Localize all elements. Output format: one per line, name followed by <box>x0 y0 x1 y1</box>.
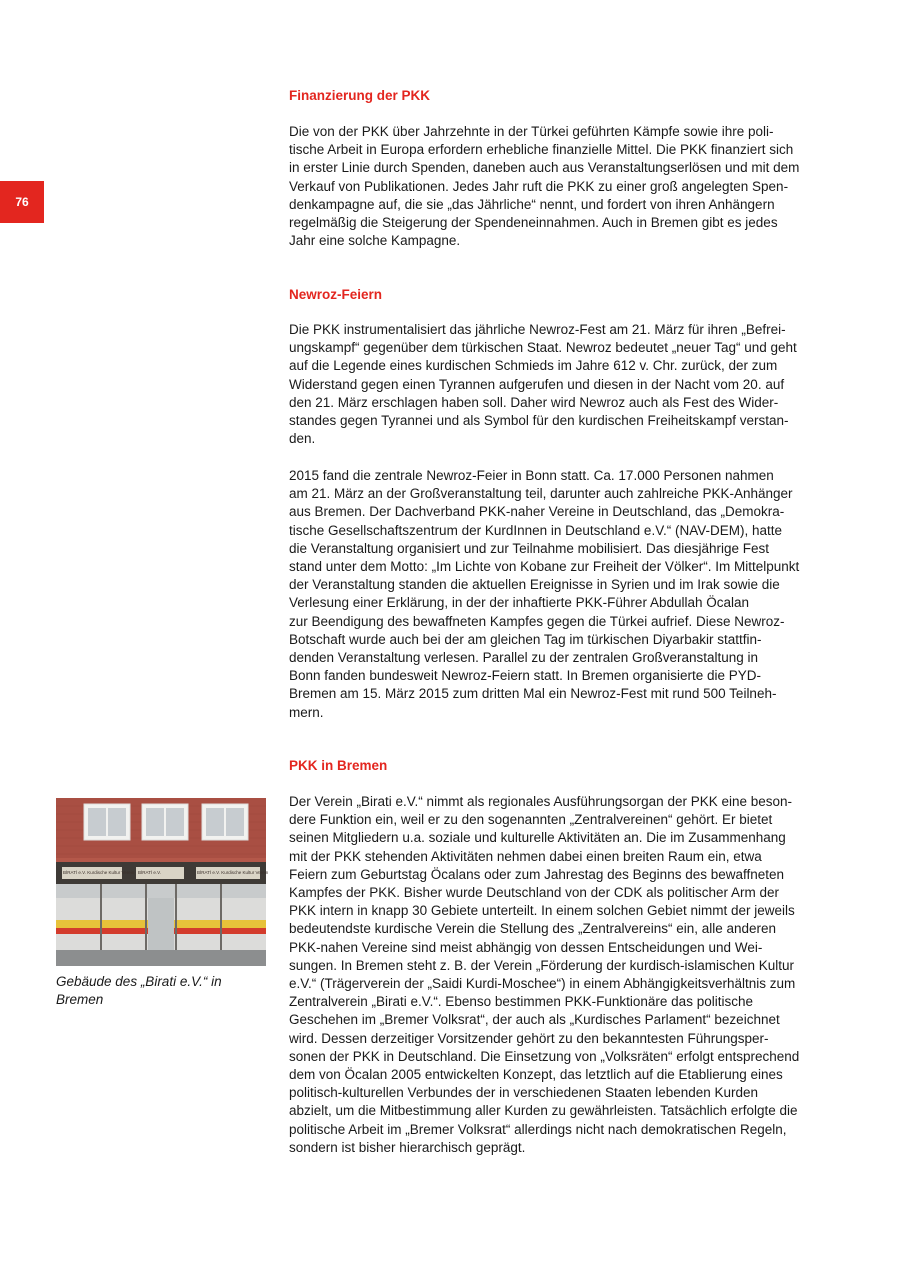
text-line: Bremen am 15. März 2015 zum dritten Mal ein Newroz-Fest mit rund 500 Teilneh- <box>289 686 777 702</box>
text-line: PKK-nahen Vereine sind meist abhängig von dessen Entscheidungen und Wei- <box>289 939 763 955</box>
text-line: aus Bremen. Der Dachverband PKK-naher Vereine in Deutschland, das „Demokra- <box>289 504 785 520</box>
text-line: Jahr eine solche Kampagne. <box>289 233 461 249</box>
text-line: am 21. März an der Großveranstaltung teil, darunter auch zahlreiche PKK-Anhänger <box>289 486 793 502</box>
text-line: Geschehen im „Bremer Volksrat“, der auch als „Kurdisches Parlament“ bezeichnet <box>289 1012 780 1028</box>
text-line: Bonn fanden bundesweit Newroz-Feiern statt. In Bremen organisierte die PYD- <box>289 668 761 684</box>
figure-caption <box>56 973 271 1009</box>
text-line: denkampagne auf, die sie „das Jährliche“ nennt, und fordert von ihren Anhängern <box>289 196 775 212</box>
text-line: der Veranstaltung standen die aktuellen Ereignisse in Syrien und im Irak sowie die <box>289 577 780 593</box>
paragraph <box>289 467 834 722</box>
text-line: Zentralverein „Birati e.V.“. Ebenso bestimmen PKK-Funktionäre das politische <box>289 994 753 1010</box>
text-line: tische Gesellschaftszentrum der KurdInnen in Deutschland e.V.“ (NAV-DEM), hatte <box>289 522 782 538</box>
text-line: den 21. März erschlagen haben soll. Daher wird Newroz auch als Fest des Wider- <box>289 394 779 410</box>
text-line: politisch-kulturellen Verbundes der in verschiedenen Staaten lebenden Kurden <box>289 1085 759 1101</box>
section-heading: Finanzierung der PKK <box>289 88 431 103</box>
text-line: die Veranstaltung organisiert und zur Teilnahme mobilisiert. Das diesjährige Fest <box>289 540 770 556</box>
section-3-paragraph-1 <box>289 793 834 1157</box>
text-line: mern. <box>289 704 324 720</box>
paragraph <box>289 123 834 250</box>
text-line: Botschaft wurde auch bei der am gleichen Tag im türkischen Diyarbakir stattfin- <box>289 631 762 647</box>
page-number-tab <box>0 181 44 223</box>
text-line: Verlesung einer Erklärung, in der der inhaftierte PKK-Führer Abdullah Öcalan <box>289 595 750 611</box>
text-line: sonen der PKK in Deutschland. Die Einsetzung von „Volksräten“ erfolgt entsprechend <box>289 1048 800 1064</box>
paragraph <box>289 321 834 448</box>
section-2-paragraph-1 <box>289 321 834 448</box>
text-line: abzielt, um die Mitbestimmung aller Kurden zu gewährleisten. Tatsächlich erfolgte die <box>289 1103 798 1119</box>
paragraph <box>289 793 834 1157</box>
text-line: e.V.“ (Trägerverein der „Saidi Kurdi-Moschee“) in einem Abhängigkeitsverhältnis zum <box>289 976 796 992</box>
text-line: zur Beendigung des bewaffneten Kampfes gegen die Türkei aufrief. Diese Newroz- <box>289 613 785 629</box>
section-heading: Newroz-Feiern <box>289 287 383 302</box>
text-line: Feiern zum Geburtstag Öcalans oder zum Jahrestag des Beginns des bewaffneten <box>289 866 785 882</box>
text-line: stand unter dem Motto: „Im Lichte von Kobane zur Freiheit der Völker“. Im Mittelpunkt <box>289 559 800 575</box>
text-line: regelmäßig die Steigerung der Spendeneinnahmen. Auch in Bremen gibt es jedes <box>289 215 778 231</box>
text-line: Widerstand gegen einen Tyrannen aufgerufen und diesen in der Nacht vom 20. auf <box>289 376 785 392</box>
sign-text-2: BİRATİ e.V. <box>138 870 162 875</box>
text-line: in erster Linie durch Spenden, daneben auch aus Veranstaltungserlösen und mit dem <box>289 160 800 176</box>
text-line: dem von Öcalan 2005 entwickelten Konzept, das letztlich auf die Etablierung eines <box>289 1067 783 1083</box>
section-finanzierung <box>289 87 834 105</box>
text-line: wird. Dessen derzeitiger Vorsitzender gehört zu den bekanntesten Führungsper- <box>289 1030 769 1046</box>
text-line: denden Veranstaltung verlesen. Parallel zu der zentralen Großveranstaltung in <box>289 650 759 666</box>
text-line: auf die Legende eines kurdischen Schmieds im Jahre 612 v. Chr. zurück, der zum <box>289 358 778 374</box>
text-line: mit der PKK stehenden Aktivitäten nehmen dabei einen breiten Raum ein, etwa <box>289 848 762 864</box>
text-line: standes gegen Tyrannei und als Symbol für den kurdischen Freiheitskampf verstan- <box>289 413 789 429</box>
text-line: PKK intern in knapp 30 Gebiete unterteilt. In einem solchen Gebiet nimmt der jeweils <box>289 903 795 919</box>
sign-text-1: BİRATİ e.V. Kurdische Kultur Verein <box>63 870 135 875</box>
text-line: bedeutendste kurdische Verein die Stellung des „Zentralvereins“ ein, alle anderen <box>289 921 777 937</box>
building-photo <box>56 798 269 966</box>
text-line: sondern ist bisher hierarchisch geprägt. <box>289 1139 526 1155</box>
text-line: Die PKK instrumentalisiert das jährliche Newroz-Fest am 21. März für ihren „Befrei- <box>289 322 786 337</box>
text-line: Verkauf von Publikationen. Jedes Jahr ruft die PKK zu einer groß angelegten Spen- <box>289 178 789 194</box>
text-line: seinen Mitgliedern u.a. soziale und kulturelle Aktivitäten an. Die im Zusammenhang <box>289 830 786 846</box>
section-newroz <box>289 286 834 304</box>
text-line: Der Verein „Birati e.V.“ nimmt als regionales Ausführungsorgan der PKK eine beson- <box>289 794 793 809</box>
section-heading: PKK in Bremen <box>289 758 388 773</box>
text-line: dere Funktion ein, weil er zu den sogenannten „Zentralvereinen“ gehört. Er bietet <box>289 812 773 828</box>
building-illustration <box>56 798 269 966</box>
sign-text-3: BİRATİ e.V. Kurdische Kultur Verein <box>197 870 269 875</box>
page-number: 76 <box>15 195 29 209</box>
caption-line: Gebäude des „Birati e.V.“ in <box>56 974 222 989</box>
text-line: Die von der PKK über Jahrzehnte in der Türkei geführten Kämpfe sowie ihre poli- <box>289 124 774 139</box>
text-line: politische Arbeit im „Bremer Volksrat“ allerdings nicht nach demokratischen Regeln, <box>289 1121 787 1137</box>
section-pkk-bremen <box>289 757 834 775</box>
section-2-paragraph-2 <box>289 467 834 722</box>
text-line: den. <box>289 431 316 447</box>
text-line: ungskampf“ gegenüber dem türkischen Staat. Newroz bedeutet „neuer Tag“ und geht <box>289 340 797 356</box>
text-line: tische Arbeit in Europa erfordern erhebliche finanzielle Mittel. Die PKK finanziert sich <box>289 142 794 158</box>
text-line: 2015 fand die zentrale Newroz-Feier in Bonn statt. Ca. 17.000 Personen nahmen <box>289 468 774 483</box>
section-1-paragraph-1 <box>289 123 834 250</box>
caption-line: Bremen <box>56 992 104 1008</box>
text-line: Kampfes der PKK. Bisher wurde Deutschland von der CDK als politischer Arm der <box>289 885 779 901</box>
text-line: sungen. In Bremen steht z. B. der Verein „Förderung der kurdisch-islamischen Kultur <box>289 957 794 973</box>
